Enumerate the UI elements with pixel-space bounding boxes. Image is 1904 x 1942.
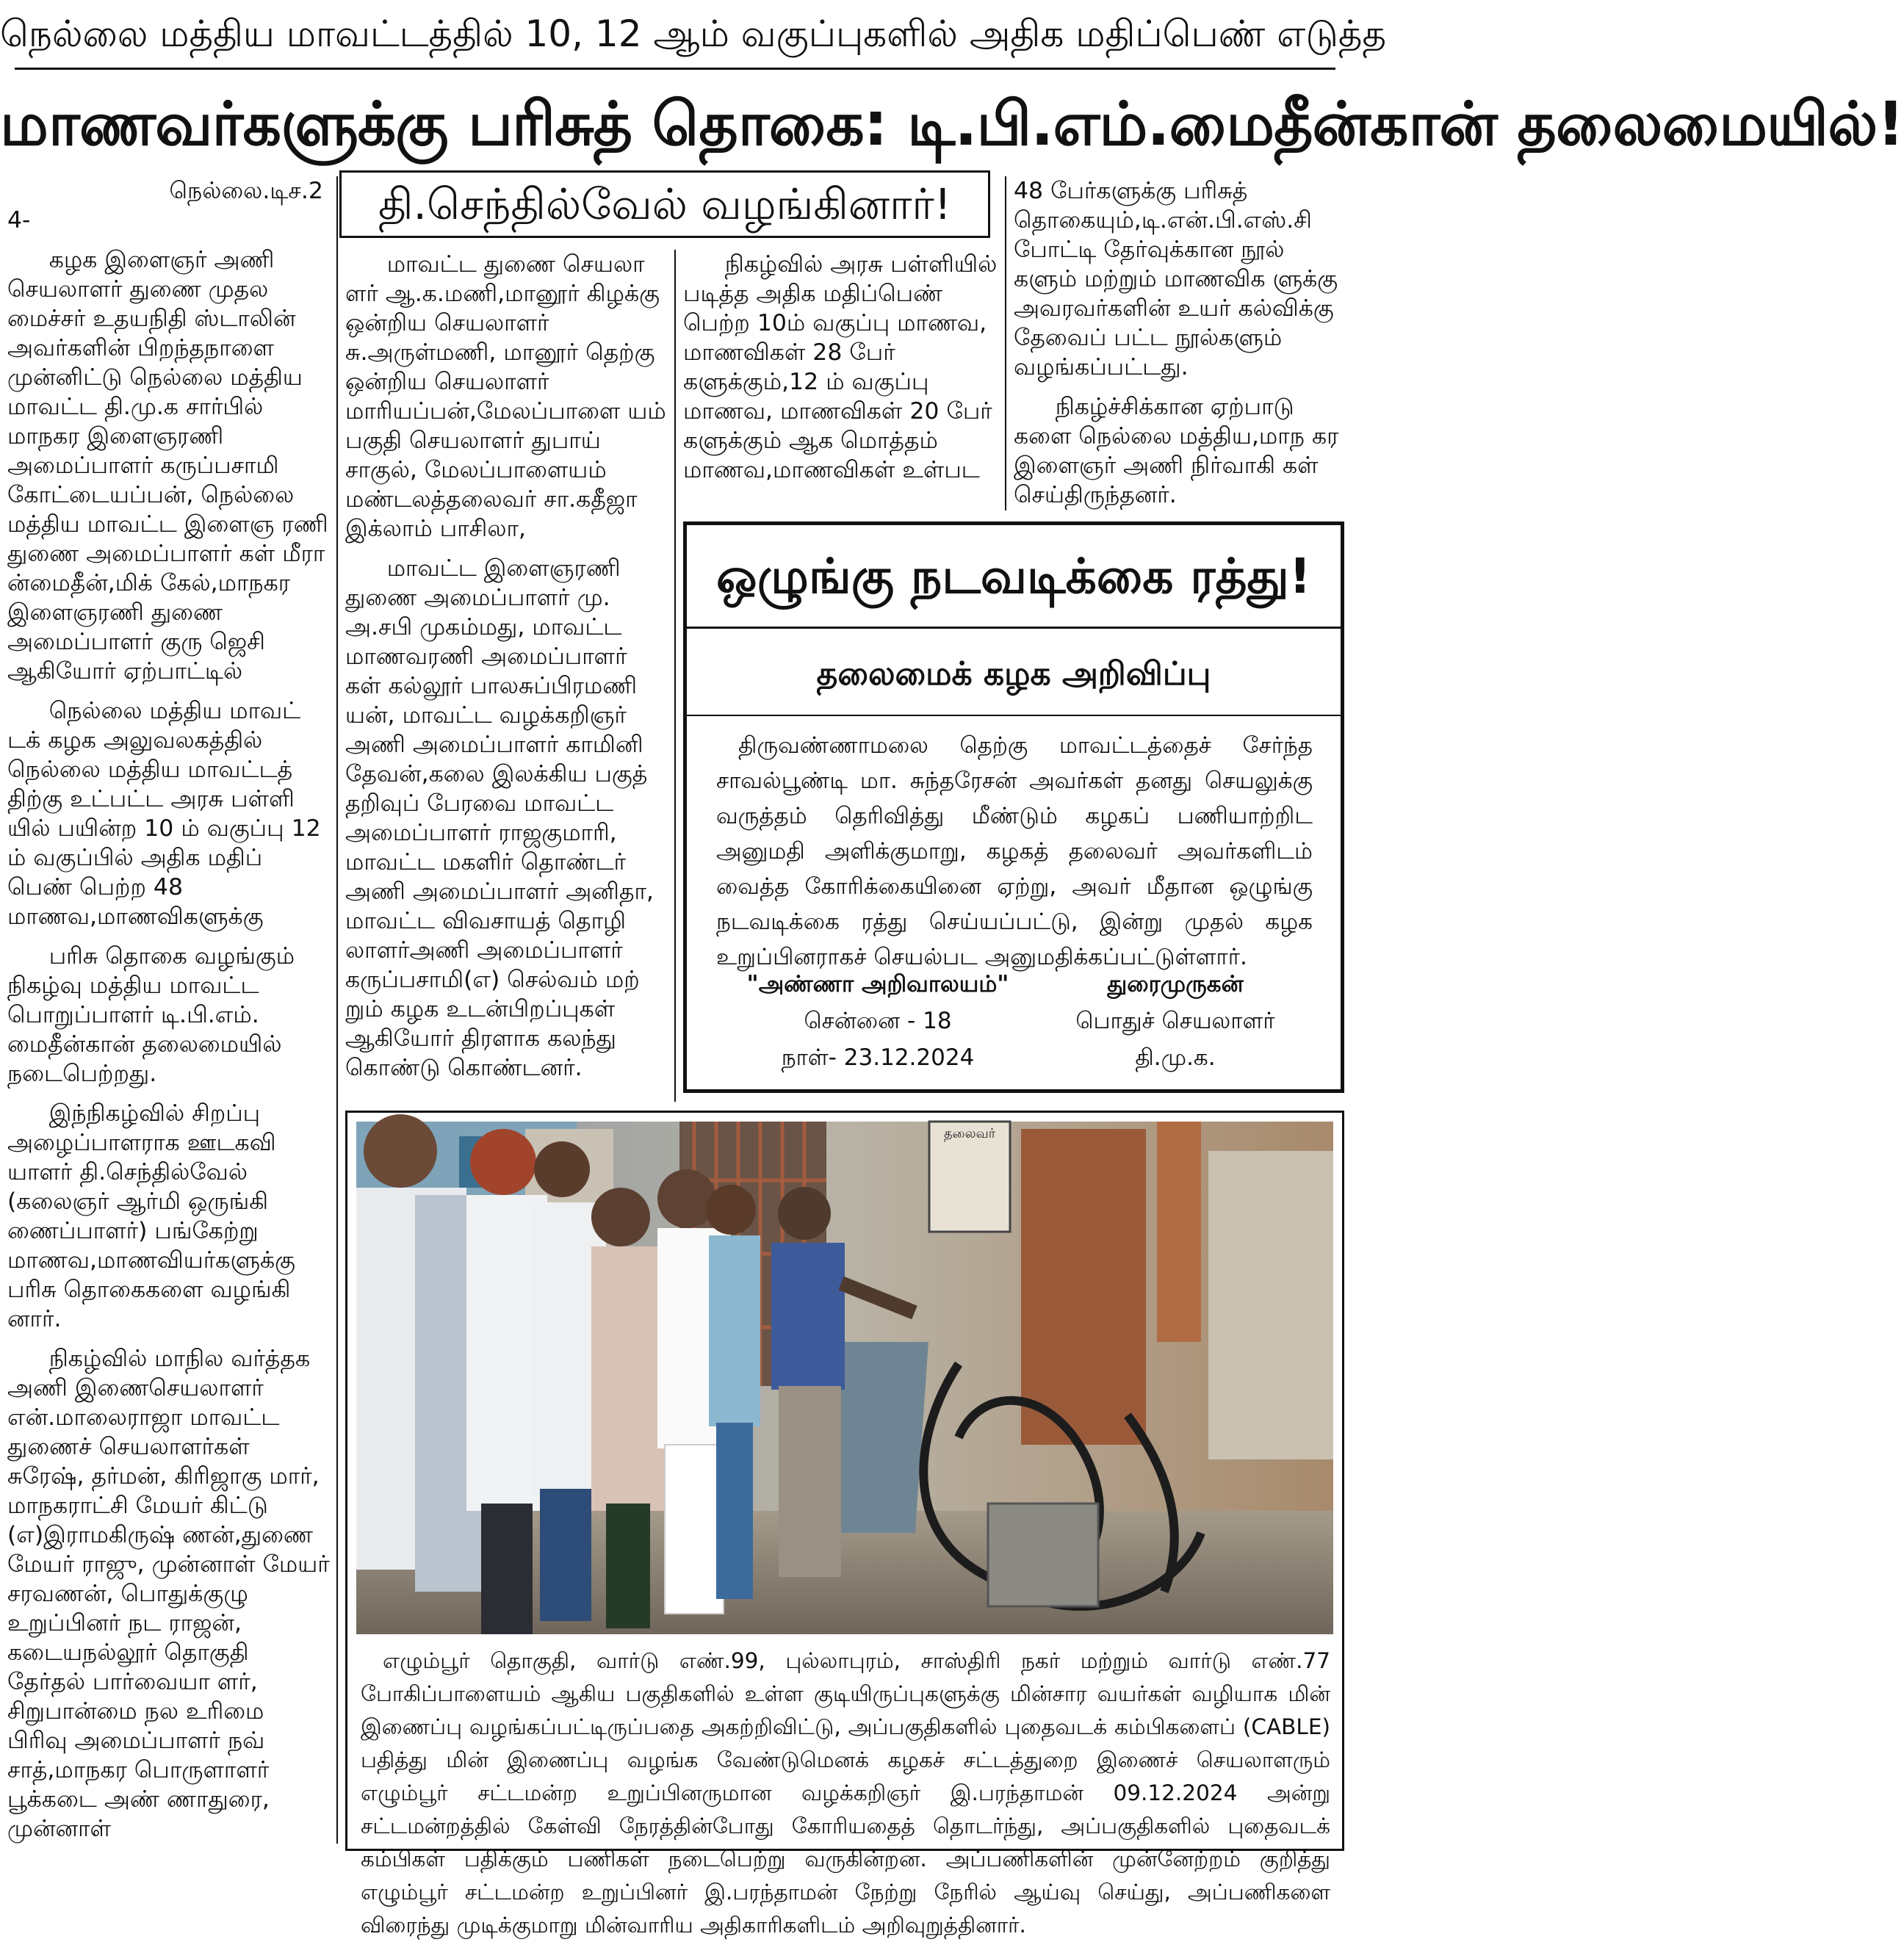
- notice-title: ஒழுங்கு நடவடிக்கை ரத்து!: [716, 548, 1311, 604]
- notice-city: சென்னை - 18: [804, 1008, 952, 1034]
- column-rule: [674, 250, 676, 1102]
- story-column-3: [683, 250, 999, 495]
- notice-issuer: [716, 966, 1039, 1076]
- story-column-2: [345, 250, 668, 1093]
- main-headline: மாணவர்களுக்கு பரிசுத் தொகை: டி.பி.எம்.மைதீன்கான் தலைமையில்!: [0, 90, 1904, 159]
- notice-divider: [687, 627, 1341, 629]
- photo-illustration: [356, 1122, 1333, 1634]
- kicker-line: நெல்லை மத்திய மாவட்டத்தில் 10, 12 ஆம் வகுப்புகளில் அதிக மதிப்பெண் எடுத்த: [0, 12, 1387, 55]
- column-rule: [1005, 176, 1006, 510]
- notice-body-text: திருவண்ணாமலை தெற்கு மாவட்டத்தைச் சேர்ந்த சாவல்பூண்டி மா. சுந்தரேசன் அவர்கள் தனது செயலுக்கு வருத்தம் தெரிவித்து மீண்டும் கழகப் பணியாற்றிட அனுமதி அளிக்குமாறு, கழகத் தலைவர் அவர்களிடம் வைத்த கோரிக்கையினை ஏற்று, அவர் மீதான ஒழுங்கு நடவடிக்கை ரத்து செய்யப்பட்டு, இன்று முதல் கழக உறுப்பினராகச் செயல்பட அனுமதிக்கப்பட்டுள்ளார்.: [716, 732, 1313, 970]
- subhead-box: தி.செந்தில்வேல் வழங்கினார்!: [339, 170, 990, 238]
- column-rule: [336, 176, 338, 1844]
- photo-caption: [361, 1645, 1330, 1942]
- story-paragraph: நெல்லை மத்திய மாவட் டக் கழக அலுவலகத்தில் நெல்லை மத்திய மாவட்டத் திற்கு உட்பட்ட அரசு பள்ளி யில் பயின்ற 10 ம் வகுப்பு 12 ம் வகுப்பில் அதிக மதிப் பெண் பெற்ற 48 மாணவ,மாணவிகளுக்கு: [7, 698, 321, 930]
- story-paragraph: நிகழ்வில் அரசு பள்ளியில் படித்த அதிக மதிப்பெண் பெற்ற 10ம் வகுப்பு மாணவ, மாணவிகள் 28 பேர் களுக்கும்,12 ம் வகுப்பு மாணவ, மாணவிகள் 20 பேர் களுக்கும் ஆக மொத்தம் மாணவ,மாணவிகள் உள்பட: [683, 251, 998, 483]
- story-paragraph: நிகழ்வில் மாநில வர்த்தக அணி இணைசெயலாளர் என்.மாலைராஜா மாவட்ட துணைச் செயலாளர்கள் சுரேஷ், தர்மன், கிரிஜாகு மார், மாநகராட்சி மேயர் கிட்டு (எ)இராமகிருஷ் ணன்,துணை மேயர் ராஜு, முன்னாள் மேயர் சரவணன், பொதுக்குழு உறுப்பினர் நட ராஜன், கடையநல்லூர் தொகுதி தேர்தல் பார்வையா ளர், சிறுபான்மை நல உரிமை பிரிவு அமைப்பாளர் நவ் சாத்,மாநகர பொருளாளர் பூக்கடை அண் ணாதுரை, முன்னாள்: [7, 1346, 330, 1842]
- story-paragraph: பரிசு தொகை வழங்கும் நிகழ்வு மத்திய மாவட்ட பொறுப்பாளர் டி.பி.எம். மைதீன்கான் தலைமையில் நடைபெற்றது.: [7, 943, 295, 1087]
- story-paragraph: 48 பேர்களுக்கு பரிசுத் தொகையும்,டி.என்.பி.எஸ்.சி போட்டி தேர்வுக்கான நூல் களும் மற்றும் மாணவிக ளுக்கு அவரவர்களின் உயர் கல்விக்கு தேவைப் பட்ட நூல்களும் வழங்கப்பட்டது.: [1014, 178, 1338, 380]
- signatory-name: துரைமுருகன்: [1107, 971, 1244, 997]
- dateline: நெல்லை.டிச.24-: [7, 178, 323, 234]
- notice-date: நாள்- 23.12.2024: [781, 1044, 975, 1071]
- notice-signature: [1039, 966, 1311, 1076]
- header-divider: [15, 68, 1335, 70]
- photo-caption-text: எழும்பூர் தொகுதி, வார்டு எண்.99, புல்லாபுரம், சாஸ்திரி நகர் மற்றும் வார்டு எண்.77 போகிப்பாளையம் ஆகிய பகுதிகளில் உள்ள குடியிருப்புகளுக்கு மின்சார வயர்கள் வழியாக மின் இணைப்பு வழங்கப்பட்டிருப்பதை அகற்றிவிட்டு, அப்பகுதிகளில் புதைவடக் கம்பிகளைப் (CABLE) பதித்து மின் இணைப்பு வழங்க வேண்டுமெனக் கழகச் சட்டத்துறை இணைச் செயலாளரும் எழும்பூர் சட்டமன்ற உறுப்பினருமான வழக்கறிஞர் இ.பரந்தாமன் 09.12.2024 அன்று சட்டமன்றத்தில் கேள்வி நேரத்தின்போது கோரியதைத் தொடர்ந்து, அப்பகுதிகளில் புதைவடக் கம்பிகள் பதிக்கும் பணிகள் நடைபெற்று வருகின்றன. அப்பணிகளின் முன்னேற்றம் குறித்து எழும்பூர் சட்டமன்ற உறுப்பினர் இ.பரந்தாமன் நேற்று நேரில் ஆய்வு செய்து, அப்பணிகளை விரைந்து முடிக்குமாறு மின்வாரிய அதிகாரிகளிடம் அறிவுறுத்தினார்.: [361, 1648, 1330, 1938]
- notice-box: [683, 521, 1344, 1093]
- story-paragraph: மாவட்ட இளைஞரணி துணை அமைப்பாளர் மு. அ.சபி முகம்மது, மாவட்ட மாணவரணி அமைப்பாளர் கள் கல்லூர் பாலசுப்பிரமணி யன், மாவட்ட வழக்கறிஞர் அணி அமைப்பாளர் காமினி தேவன்,கலை இலக்கிய பகுத் தறிவுப் பேரவை மாவட்ட அமைப்பாளர் ராஜகுமாரி, மாவட்ட மகளிர் தொண்டர் அணி அமைப்பாளர் அனிதா, மாவட்ட விவசாயத் தொழி லாளர்அணி அமைப்பாளர் கருப்பசாமி(எ) செல்வம் மற் றும் கழக உடன்பிறப்புகள் ஆகியோர் திரளாக கலந்து கொண்டு கொண்டனர்.: [345, 555, 654, 1081]
- story-paragraph: கழக இளைஞர் அணி செயலாளர் துணை முதல மைச்சர் உதயநிதி ஸ்டாலின் அவர்களின் பிறந்தநாளை முன்னிட்டு நெல்லை மத்திய மாவட்ட தி.மு.க சார்பில் மாநகர இளைஞரணி அமைப்பாளர் கருப்பசாமி கோட்டையப்பன், நெல்லை மத்திய மாவட்ட இளைஞ ரணி துணை அமைப்பாளர் கள் மீரா ன்மைதீன்,மிக் கேல்,மாநகர இளைஞரணி துணை அமைப்பாளர் குரு ஜெசி ஆகியோர் ஏற்பாட்டில்: [7, 247, 328, 685]
- signatory-party: தி.மு.க.: [1135, 1044, 1216, 1071]
- notice-body: [716, 728, 1313, 975]
- news-photo: [356, 1122, 1333, 1634]
- notice-subtitle: தலைமைக் கழக அறிவிப்பு: [816, 655, 1211, 693]
- notice-divider: [687, 715, 1341, 716]
- story-paragraph: மாவட்ட துணை செயலா ளர் ஆ.க.மணி,மானூர் கிழக்கு ஒன்றிய செயலாளர் சு.அருள்மணி, மானூர் தெற்கு ஒன்றிய செயலாளர் மாரியப்பன்,மேலப்பாளை யம் பகுதி செயலாளர் துபாய் சாகுல், மேலப்பாளையம் மண்டலத்தலைவர் சா.கதீஜா இக்லாம் பாசிலா,: [345, 251, 666, 542]
- photo-frame: [345, 1111, 1344, 1938]
- sign-text: தலைவர்: [943, 1126, 996, 1141]
- story-paragraph: நிகழ்ச்சிக்கான ஏற்பாடு களை நெல்லை மத்திய,மாந கர இளைஞர் அணி நிர்வாகி கள் செய்திருந்தனர்.: [1014, 394, 1339, 508]
- notice-place: "அண்ணா அறிவாலயம்": [746, 971, 1009, 997]
- signatory-designation: பொதுச் செயலாளர்: [1075, 1008, 1275, 1034]
- story-column-1: [7, 176, 331, 1854]
- story-paragraph: இந்நிகழ்வில் சிறப்பு அழைப்பாளராக ஊடகவி யாளர் தி.செந்தில்வேல் (கலைஞர் ஆர்மி ஒருங்கி ணைப்பாளர்) பங்கேற்று மாணவ,மாணவியர்களுக்கு பரிசு தொகைகளை வழங்கி னார்.: [7, 1100, 295, 1332]
- story-column-4: [1014, 176, 1341, 520]
